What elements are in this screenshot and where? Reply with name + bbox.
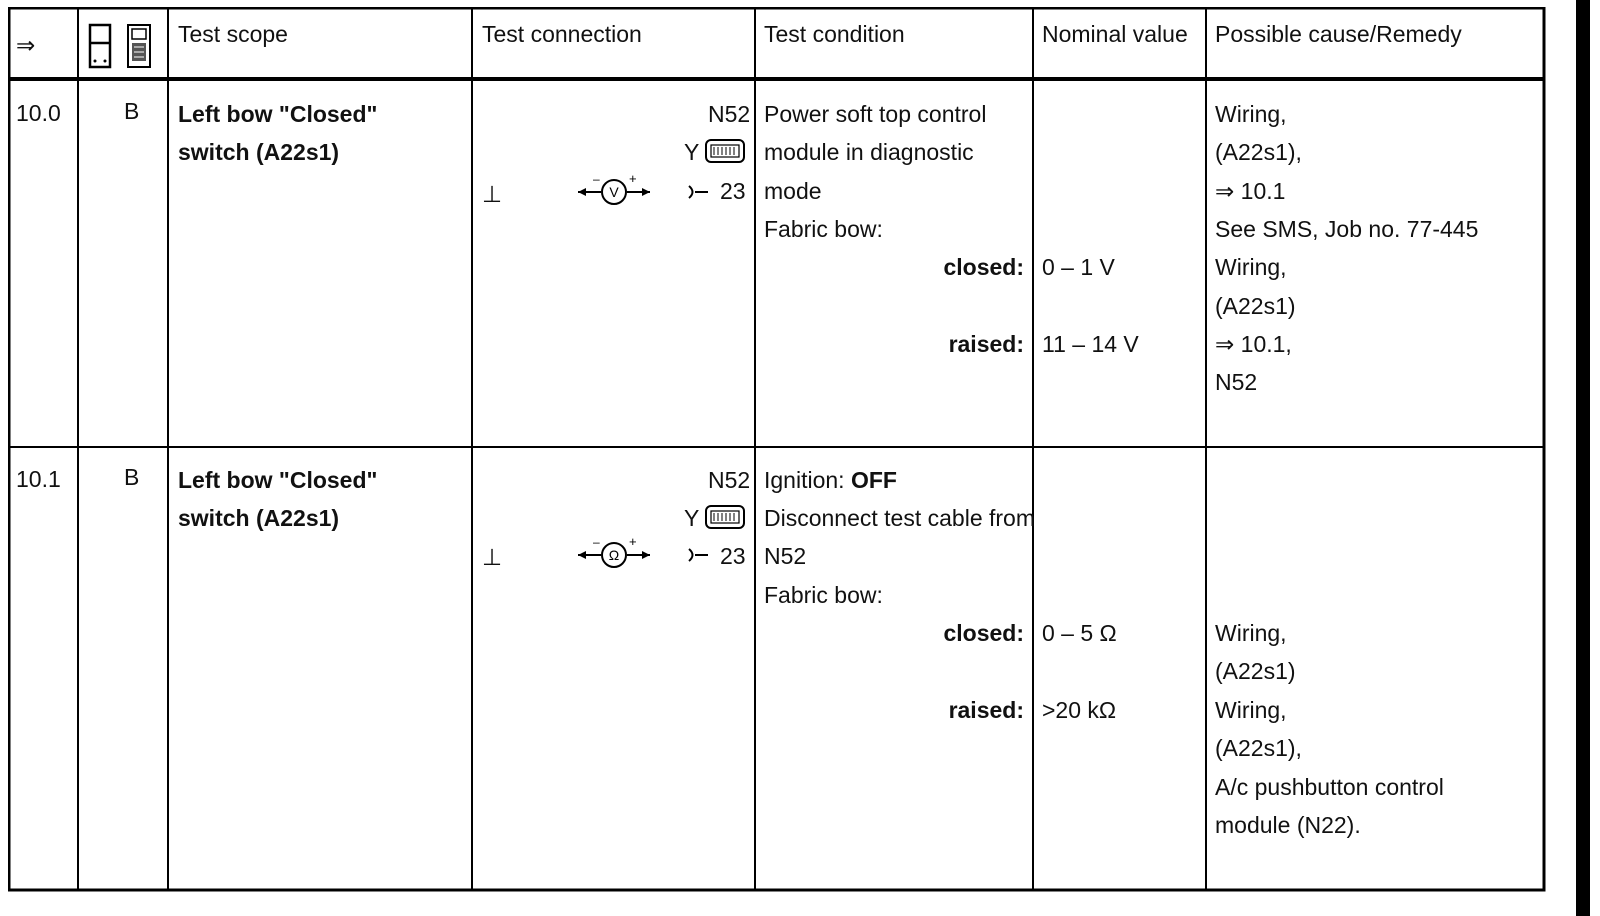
- cause-line: (A22s1): [1215, 293, 1296, 319]
- voltmeter-icon: [576, 171, 652, 211]
- header-nominal-value: Nominal value: [1042, 21, 1188, 47]
- cause-line: Wiring,: [1215, 101, 1287, 127]
- pin-icon: [686, 183, 710, 201]
- ground-symbol: ⊥: [482, 181, 503, 207]
- state-label: raised:: [948, 697, 1024, 723]
- state-label: raised:: [948, 331, 1024, 357]
- cause-line: ⇒ 10.1,: [1215, 331, 1292, 357]
- state-label: closed:: [943, 254, 1024, 280]
- condition-line: Disconnect test cable from: [764, 505, 1036, 531]
- cause-line: N52: [1215, 369, 1258, 395]
- page-edge-bar: [1576, 0, 1590, 916]
- meter-type: B: [124, 464, 140, 490]
- module-label: N52: [708, 101, 751, 127]
- meter-type: B: [124, 98, 140, 124]
- header-test-condition: Test condition: [764, 21, 905, 47]
- header-test-scope: Test scope: [178, 21, 288, 47]
- nominal-value: 11 – 14 V: [1042, 331, 1139, 357]
- y-label: Y: [684, 139, 700, 165]
- y-label: Y: [684, 505, 700, 531]
- ignition-state: OFF: [850, 467, 897, 493]
- condition-line: Fabric bow:: [764, 582, 883, 608]
- pin-label: 23: [720, 178, 746, 204]
- cause-line: (A22s1): [1215, 658, 1296, 684]
- pin-label: 23: [720, 543, 746, 569]
- svg-text:+: +: [629, 534, 637, 549]
- cause-line: A/c pushbutton control: [1215, 774, 1444, 800]
- cause-line: module (N22).: [1215, 812, 1361, 838]
- condition-prefix: Ignition:: [764, 467, 851, 493]
- module-label: N52: [708, 467, 751, 493]
- condition-line: Power soft top control: [764, 101, 987, 127]
- state-label: closed:: [943, 620, 1024, 646]
- condition-line: module in diagnostic: [764, 139, 974, 165]
- ohmmeter-icon: [576, 534, 652, 574]
- svg-text:+: +: [629, 171, 637, 186]
- cause-line: Wiring,: [1215, 697, 1287, 723]
- test-table: [8, 7, 1576, 909]
- condition-line: Fabric bow:: [764, 216, 883, 242]
- multimeter-icon: [88, 23, 114, 71]
- scope-line: Left bow "Closed": [178, 101, 378, 127]
- ground-symbol: ⊥: [482, 544, 503, 570]
- cause-line: Wiring,: [1215, 620, 1287, 646]
- cause-line: See SMS, Job no. 77-445: [1215, 216, 1479, 242]
- cause-line: ⇒ 10.1: [1215, 178, 1286, 204]
- scope-line: Left bow "Closed": [178, 467, 378, 493]
- nominal-value: >20 kΩ: [1042, 697, 1117, 723]
- connector-icon: [704, 504, 746, 532]
- meter-symbol: V: [609, 184, 619, 200]
- condition-line: [764, 461, 897, 499]
- cause-line: Wiring,: [1215, 254, 1287, 280]
- connector-icon: [704, 138, 746, 166]
- scope-line: switch (A22s1): [178, 505, 340, 531]
- tester-icon: [126, 23, 154, 71]
- condition-line: N52: [764, 543, 807, 569]
- pin-icon: [686, 546, 710, 564]
- nominal-value: 0 – 5 Ω: [1042, 620, 1117, 646]
- header-test-connection: Test connection: [482, 21, 642, 47]
- svg-text:–: –: [593, 535, 600, 549]
- step-number: 10.0: [16, 100, 61, 126]
- condition-line: mode: [764, 178, 822, 204]
- nominal-value: 0 – 1 V: [1042, 254, 1115, 280]
- cause-line: (A22s1),: [1215, 735, 1302, 761]
- step-number: 10.1: [16, 466, 61, 492]
- scope-line: switch (A22s1): [178, 139, 340, 165]
- cause-line: (A22s1),: [1215, 139, 1302, 165]
- svg-text:–: –: [593, 172, 600, 186]
- header-possible-cause: Possible cause/Remedy: [1215, 21, 1462, 47]
- header-arrow: ⇒: [16, 32, 36, 58]
- meter-symbol: Ω: [608, 547, 620, 563]
